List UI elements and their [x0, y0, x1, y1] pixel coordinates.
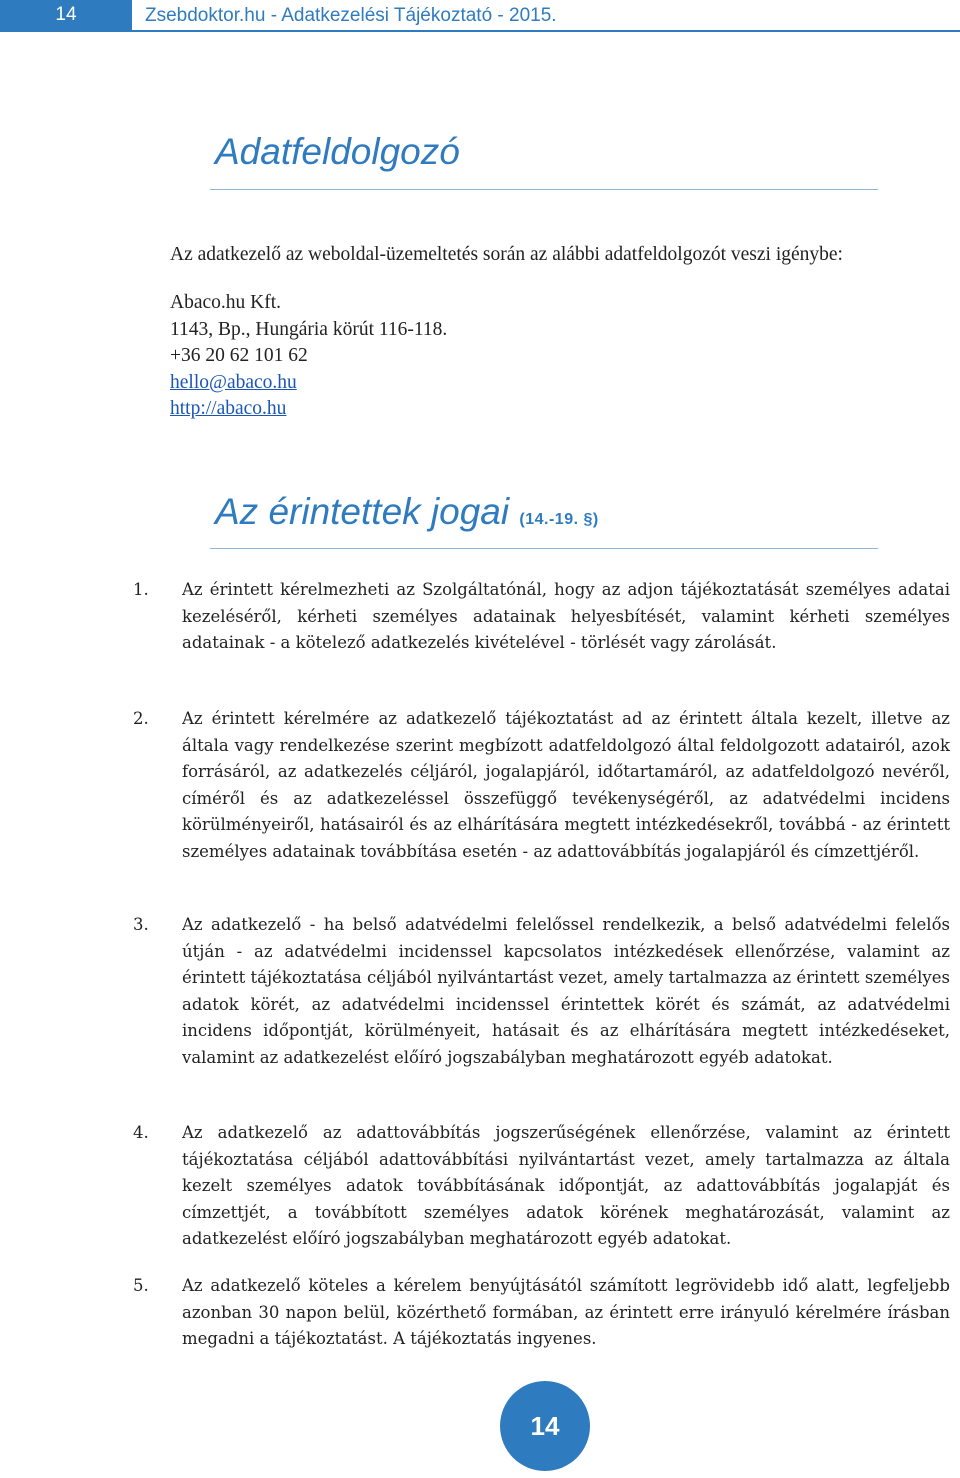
email-link[interactable]: hello@abaco.hu	[170, 371, 297, 393]
list-number: 2.	[133, 709, 149, 728]
list-text: Az adatkezelő az adattovábbítás jogszerűségének ellenőrzése, valamint az érintett tájékoztatása céljából adattovábbítási nyilvántartást vezet, amely tartalmazza az általa kezelt személyes adatok továbbításának időpontját, az adattovábbítás jogalapját és címzettjét, a továbbított személyes adatok körének meghatározását, valamint az adatkezelést előíró jogszabályban meghatározott egyéb adatokat.	[182, 1123, 950, 1248]
heading-reference: (14.-19. §)	[519, 511, 599, 528]
company-phone: +36 20 62 101 62	[170, 345, 308, 366]
list-text: Az érintett kérelmezheti az Szolgáltatónál, hogy az adjon tájékoztatását személyes adatai kezeléséről, kérheti személyes adatainak helyesbítését, valamint kérheti személyes adatainak - a kötelező adatkezelés kivételével - törlését vagy zárolását.	[182, 580, 950, 652]
header-title: Zsebdoktor.hu - Adatkezelési Tájékoztató - 2015.	[145, 5, 557, 26]
heading-underline	[210, 548, 878, 549]
section-heading-adatfeldolgozo: Adatfeldolgozó	[215, 131, 460, 172]
heading-underline	[210, 189, 878, 190]
rights-list-item	[133, 706, 950, 865]
intro-paragraph: Az adatkezelő az weboldal-üzemeltetés során az alábbi adatfeldolgozót veszi igénybe:	[170, 244, 843, 265]
heading-text: Az érintettek jogai	[215, 491, 510, 532]
list-text: Az érintett kérelmére az adatkezelő tájékoztatást ad az érintett általa kezelt, illetve az általa vagy rendelkezése szerint megbízott adatfeldolgozó által feldolgozott adatairól, azok forrásáról, az adatkezelés céljáról, jogalapjáról, időtartamáról, az adatfeldolgozó nevéről, címéről és az adatkezeléssel összefüggő tevékenységéről, az adatvédelmi incidens körülményeiről, hatásairól és az elhárítására megtett intézkedésekről, továbbá - az érintett személyes adatainak továbbítása esetén - az adattovábbítás jogalapjáról és címzettjéről.	[182, 709, 950, 861]
rights-list-item	[133, 912, 950, 1071]
list-number: 4.	[133, 1123, 149, 1142]
company-name: Abaco.hu Kft.	[170, 292, 282, 313]
website-link[interactable]: http://abaco.hu	[170, 398, 287, 419]
section-heading-erintettek-jogai	[215, 488, 599, 544]
list-number: 3.	[133, 915, 149, 934]
rights-list-item	[133, 1273, 950, 1353]
header-page-number: 14	[0, 0, 132, 30]
list-number: 5.	[133, 1276, 149, 1295]
page-header	[0, 0, 960, 32]
rights-list-item	[133, 1120, 950, 1253]
list-text: Az adatkezelő köteles a kérelem benyújtásától számított legrövidebb idő alatt, legfeljebb azonban 30 napon belül, közérthető formában, az érintett erre irányuló kérelmére írásban megadni a tájékoztatást. A tájékoztatás ingyenes.	[182, 1276, 950, 1348]
processor-contact-block	[170, 290, 447, 423]
rights-list-item	[133, 577, 950, 657]
list-text: Az adatkezelő - ha belső adatvédelmi felelőssel rendelkezik, a belső adatvédelmi felelős útján - az adatvédelmi incidenssel kapcsolatos intézkedések ellenőrzése, valamint az érintett tájékoztatása céljából nyilvántartást vezet, amely tartalmazza az érintett személyes adatok körét, az adatvédelmi incidenssel érintettek körét és számát, az adatvédelmi incidens időpontját, körülményeit, hatásait és az elhárítására megtett intézkedéseket, valamint az adatkezelést előíró jogszabályban meghatározott egyéb adatokat.	[182, 915, 950, 1067]
company-address: 1143, Bp., Hungária körút 116-118.	[170, 318, 448, 340]
list-number: 1.	[133, 580, 149, 599]
footer-page-number: 14	[500, 1381, 590, 1471]
